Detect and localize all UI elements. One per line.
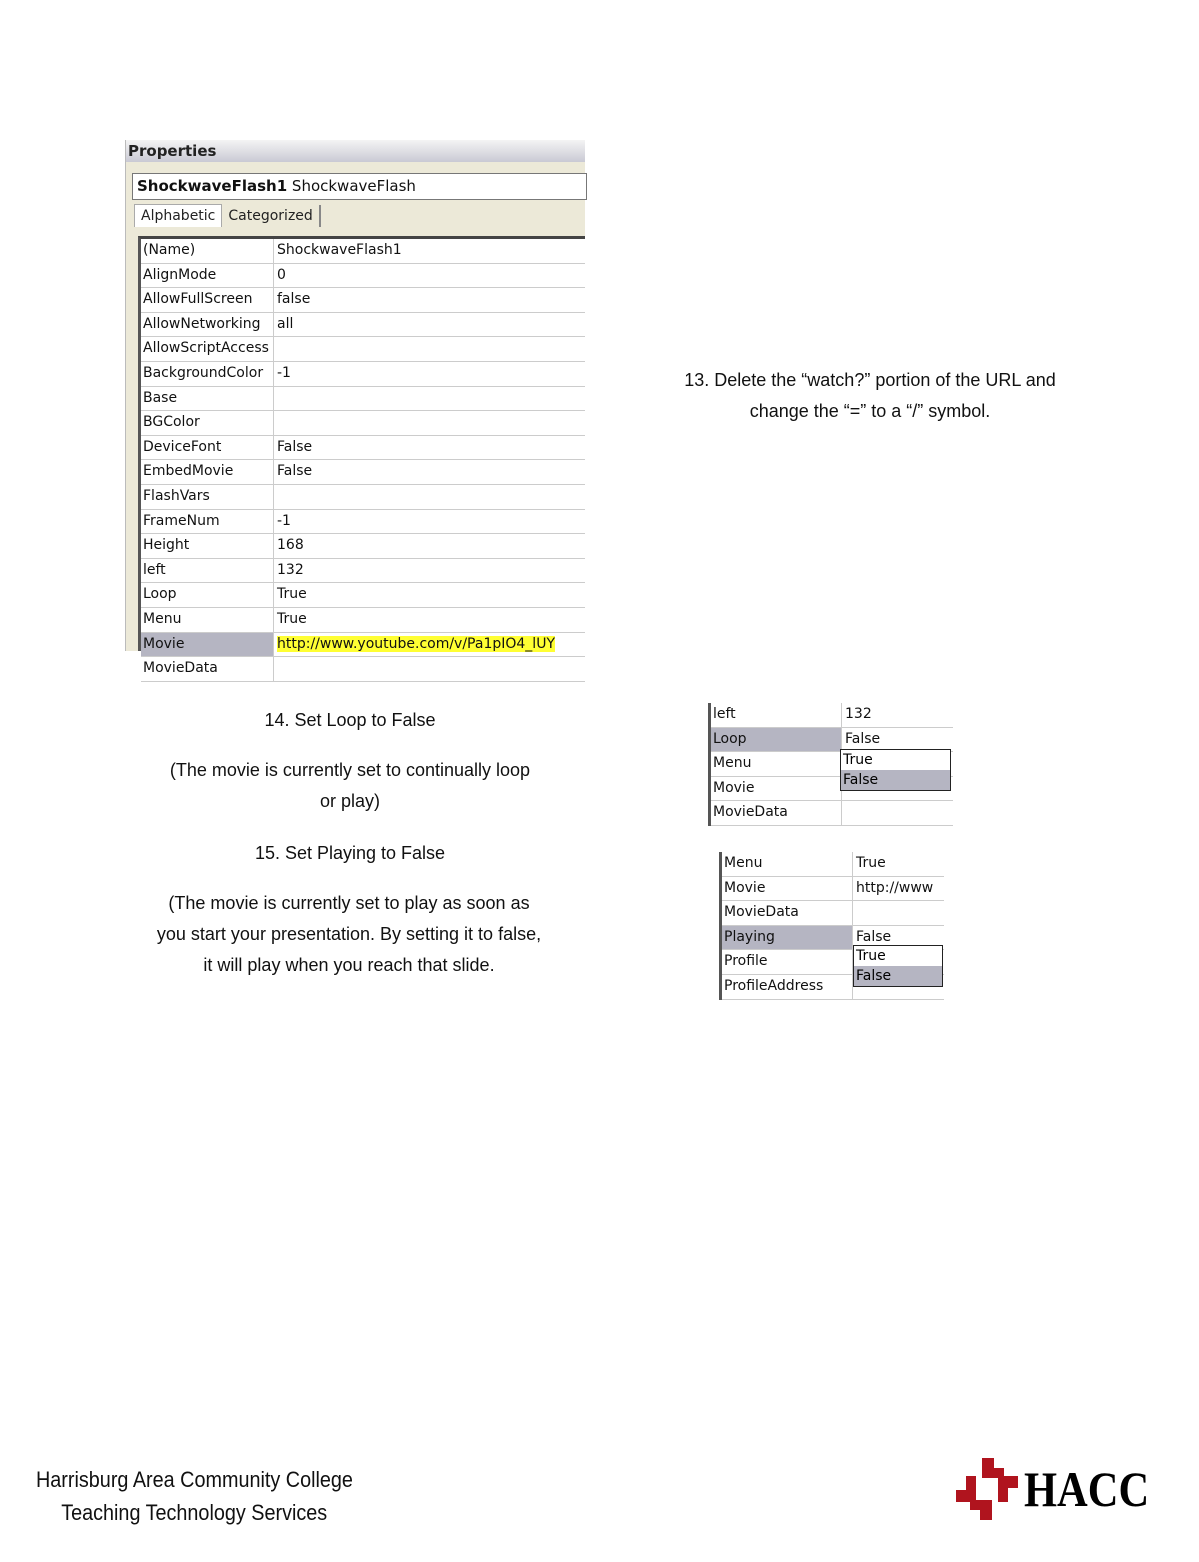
property-name: Movie <box>141 633 274 657</box>
property-row[interactable] <box>711 801 953 826</box>
property-row[interactable] <box>141 411 585 436</box>
property-value[interactable] <box>274 313 585 337</box>
property-name: Menu <box>141 608 274 632</box>
object-selector[interactable] <box>132 173 587 200</box>
option-true[interactable]: True <box>843 752 873 768</box>
property-name: MovieData <box>711 801 842 825</box>
property-value-text: 168 <box>277 537 304 554</box>
property-value-text: True <box>856 855 886 871</box>
property-name: left <box>141 559 274 583</box>
property-name: Loop <box>141 583 274 607</box>
property-row[interactable] <box>141 460 585 485</box>
object-name: ShockwaveFlash1 <box>137 177 288 195</box>
property-row[interactable] <box>141 485 585 510</box>
object-type: ShockwaveFlash <box>291 177 416 195</box>
property-row[interactable] <box>141 583 585 608</box>
property-name: EmbedMovie <box>141 460 274 484</box>
property-value[interactable] <box>274 288 585 312</box>
property-name: BackgroundColor <box>141 362 274 386</box>
property-name: DeviceFont <box>141 436 274 460</box>
property-row[interactable] <box>141 608 585 633</box>
hacc-logo <box>956 1458 1171 1520</box>
property-name: FrameNum <box>141 510 274 534</box>
property-value-text: ShockwaveFlash1 <box>277 242 402 258</box>
property-name: AllowFullScreen <box>141 288 274 312</box>
property-value[interactable] <box>853 852 944 876</box>
property-row[interactable] <box>141 387 585 412</box>
property-name: Playing <box>722 926 853 950</box>
property-name: MovieData <box>722 901 853 925</box>
properties-panel <box>125 140 585 677</box>
property-row[interactable] <box>141 362 585 387</box>
property-row[interactable] <box>141 657 585 682</box>
step-13-line2: change the “=” to a “/” symbol. <box>749 401 991 421</box>
property-row[interactable] <box>141 436 585 461</box>
property-value-text: False <box>845 730 881 747</box>
property-row[interactable] <box>711 703 953 728</box>
property-value-text: True <box>277 610 307 627</box>
property-value[interactable] <box>274 436 585 460</box>
tab-alphabetic[interactable]: Alphabetic <box>134 204 222 227</box>
property-row[interactable] <box>141 288 585 313</box>
hacc-cross-icon <box>956 1458 1018 1520</box>
property-value[interactable] <box>842 728 953 752</box>
property-row[interactable] <box>141 559 585 584</box>
property-name: AllowScriptAccess <box>141 337 274 361</box>
property-value[interactable] <box>274 583 585 607</box>
footer-college: Harrisburg Area Community College <box>36 1467 353 1492</box>
option-false[interactable]: False <box>841 770 950 790</box>
footer-text <box>36 1463 353 1529</box>
property-name: Movie <box>711 777 842 801</box>
property-row[interactable] <box>141 510 585 535</box>
property-value-text: http://www.youtube.com/v/Pa1pIO4_lUY <box>277 635 555 652</box>
property-value-text: False <box>277 438 313 455</box>
property-value[interactable] <box>274 387 585 411</box>
property-value[interactable] <box>274 510 585 534</box>
property-name: AllowNetworking <box>141 313 274 337</box>
step-14: 14. Set Loop to False <box>264 710 436 730</box>
property-row[interactable] <box>141 313 585 338</box>
footer-department: Teaching Technology Services <box>61 1500 328 1525</box>
property-value[interactable] <box>274 362 585 386</box>
property-value[interactable] <box>274 534 585 558</box>
property-value-text: all <box>277 315 294 332</box>
property-row[interactable] <box>141 534 585 559</box>
property-name: ProfileAddress <box>722 975 853 999</box>
step-14-note: (The movie is currently set to continually loop or play) <box>169 760 531 811</box>
property-value[interactable] <box>274 559 585 583</box>
property-value-text: -1 <box>277 512 291 529</box>
property-row[interactable] <box>722 852 944 877</box>
property-value[interactable] <box>274 608 585 632</box>
property-row[interactable] <box>722 901 944 926</box>
property-row[interactable] <box>141 337 585 362</box>
property-value[interactable] <box>842 801 953 825</box>
option-true[interactable]: True <box>856 948 886 964</box>
playing-dropdown[interactable] <box>853 945 943 987</box>
property-value[interactable] <box>274 411 585 435</box>
property-value-text: 132 <box>277 561 304 578</box>
property-value-text: http://www <box>856 879 934 896</box>
property-value-text: 0 <box>277 266 286 283</box>
property-row[interactable] <box>141 239 585 264</box>
property-value[interactable] <box>853 901 944 925</box>
property-name: Menu <box>722 852 853 876</box>
step-15: 15. Set Playing to False <box>254 843 446 863</box>
property-row[interactable] <box>722 877 944 902</box>
property-value[interactable] <box>853 877 944 901</box>
step-13-line1: 13. Delete the “watch?” portion of the URL and <box>684 370 1056 390</box>
property-name: Base <box>141 387 274 411</box>
property-name: Movie <box>722 877 853 901</box>
property-name: Loop <box>711 728 842 752</box>
property-value-text: False <box>856 928 892 945</box>
property-value-text: True <box>277 586 307 603</box>
property-value[interactable] <box>274 239 585 263</box>
property-name: Height <box>141 534 274 558</box>
property-row[interactable] <box>141 633 585 658</box>
property-name: FlashVars <box>141 485 274 509</box>
property-value[interactable] <box>274 264 585 288</box>
property-row[interactable] <box>141 264 585 289</box>
logo-text: HACC <box>1024 1461 1150 1517</box>
property-value-text: -1 <box>277 364 291 381</box>
property-name: (Name) <box>141 239 274 263</box>
property-value[interactable] <box>274 485 585 509</box>
property-name: left <box>711 703 842 727</box>
loop-dropdown[interactable] <box>840 749 951 791</box>
property-value[interactable] <box>274 657 585 681</box>
property-value-text: 132 <box>845 706 872 722</box>
property-name: MovieData <box>141 657 274 681</box>
property-name: Menu <box>711 752 842 776</box>
step-13 <box>640 365 1100 427</box>
property-value[interactable] <box>274 337 585 361</box>
property-name: BGColor <box>141 411 274 435</box>
property-value[interactable] <box>842 703 953 727</box>
property-value-text: False <box>277 463 313 480</box>
step-15-note: (The movie is currently set to play as soon as you start your presentation. By setting it to false, it will play when you reach that slide. <box>156 893 542 975</box>
property-value[interactable] <box>274 460 585 484</box>
properties-title: Properties <box>126 140 585 162</box>
property-name: AlignMode <box>141 264 274 288</box>
tab-categorized[interactable]: Categorized <box>222 205 320 227</box>
option-false[interactable]: False <box>854 966 942 986</box>
property-value[interactable] <box>274 633 585 657</box>
property-value-text: false <box>277 291 311 308</box>
property-grid <box>138 236 585 677</box>
property-name: Profile <box>722 950 853 974</box>
